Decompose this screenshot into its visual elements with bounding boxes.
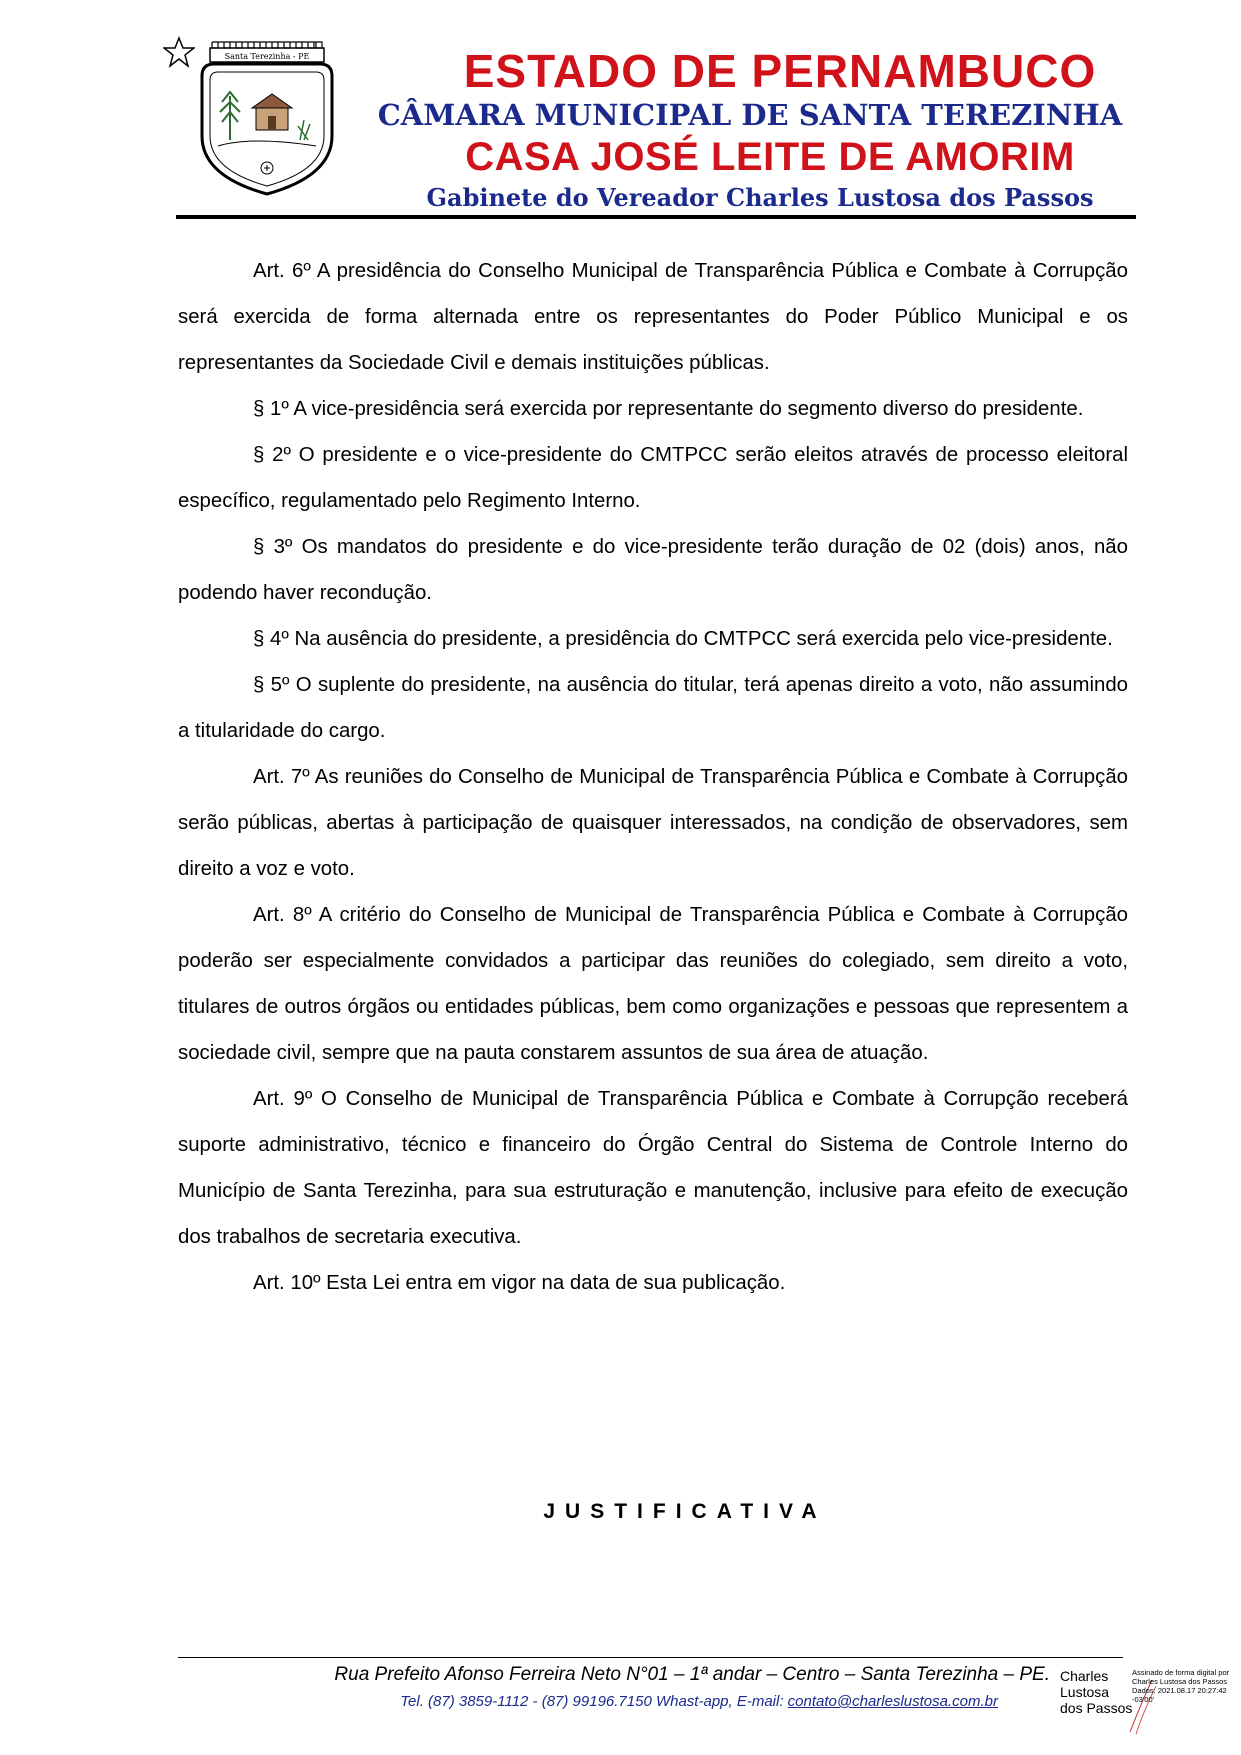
- email-link[interactable]: contato@charleslustosa.com.br: [787, 1693, 998, 1710]
- paragraph-art-6: Art. 6º A presidência do Conselho Municipal de Transparência Pública e Combate à Corrupção será exercida de forma alternada entre os representantes do Poder Público Municipal e os representantes da Sociedade Civil e demais instituições públicas.: [178, 260, 1128, 374]
- paragraph-sec-4: § 4º Na ausência do presidente, a presidência do CMTPCC será exercida pelo vice-presidente.: [253, 628, 1113, 650]
- footer-divider: [178, 1657, 1123, 1658]
- paragraph-sec-2: § 2º O presidente e o vice-presidente do CMTPCC serão eleitos através de processo eleitoral específico, regulamentado pelo Regimento Interno.: [178, 444, 1128, 512]
- paragraph-art-7: Art. 7º As reuniões do Conselho de Municipal de Transparência Pública e Combate à Corrupção serão públicas, abertas à participação de quaisquer interessados, na condição de observadores, sem direito a voz e voto.: [178, 766, 1128, 880]
- signature-name: Charles Lustosa dos Passos: [1060, 1668, 1133, 1716]
- footer-phone: Tel. (87) 3859-1112 - (87) 99196.7150 Whast-app, E-mail:: [400, 1693, 788, 1710]
- signature-info: Assinado de forma digital por Charles Lustosa dos Passos Dados: 2021.08.17 20:27:42 -03'00': [1132, 1668, 1230, 1704]
- header-state: ESTADO DE PERNAMBUCO: [463, 45, 1097, 97]
- paragraph-art-9: Art. 9º O Conselho de Municipal de Transparência Pública e Combate à Corrupção receberá suporte administrativo, técnico e financeiro do Órgão Central do Sistema de Controle Interno do Município de Santa Terezinha, para sua estruturação e manutenção, inclusive para efeito de execução dos trabalhos de secretaria executiva.: [178, 1088, 1128, 1248]
- letterhead: [0, 0, 1241, 222]
- paragraph-sec-5: § 5º O suplente do presidente, na ausência do titular, terá apenas direito a voto, não assumindo a titularidade do cargo.: [178, 674, 1128, 742]
- footer-contact: [180, 1693, 998, 1710]
- document-body: [178, 248, 1128, 1306]
- header-chamber: CÂMARA MUNICIPAL DE SANTA TEREZINHA: [377, 98, 1123, 132]
- header-office: Gabinete do Vereador Charles Lustosa dos Passos: [426, 183, 1094, 212]
- header-house: CASA JOSÉ LEITE DE AMORIM: [465, 135, 1075, 179]
- section-title-justificativa: JUSTIFICATIVA: [543, 1500, 827, 1523]
- paragraph-sec-1: § 1º A vice-presidência será exercida por representante do segmento diverso do presidente.: [253, 398, 1084, 420]
- paragraph-sec-3: § 3º Os mandatos do presidente e do vice-presidente terão duração de 02 (dois) anos, não podendo haver recondução.: [178, 536, 1128, 604]
- digital-signature: [1060, 1668, 1230, 1738]
- crest-ribbon-text: Santa Terezinha - PE: [224, 52, 310, 61]
- footer-address: Rua Prefeito Afonso Ferreira Neto N°01 – 1ª andar – Centro – Santa Terezinha – PE.: [334, 1664, 1050, 1685]
- paragraph-art-10: Art. 10º Esta Lei entra em vigor na data de sua publicação.: [253, 1272, 786, 1294]
- star-icon: [163, 36, 195, 68]
- header-divider: [176, 215, 1136, 219]
- paragraph-art-8: Art. 8º A critério do Conselho de Municipal de Transparência Pública e Combate à Corrupção poderão ser especialmente convidados a participar das reuniões do colegiado, sem direito a voto, titulares de outros órgãos ou entidades públicas, bem como organizações e pessoas que representem a sociedade civil, sempre que na pauta constarem assuntos de sua área de atuação.: [178, 904, 1128, 1064]
